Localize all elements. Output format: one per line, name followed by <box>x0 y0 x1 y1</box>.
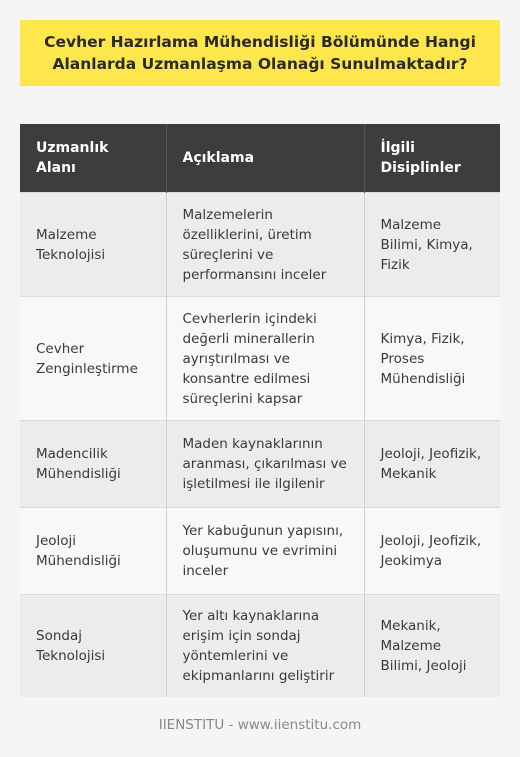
cell-disciplines: Kimya, Fizik, Proses Mühendisliği <box>364 297 500 421</box>
cell-specialization: Jeoloji Mühendisliği <box>20 508 166 595</box>
cell-disciplines: Malzeme Bilimi, Kimya, Fizik <box>364 193 500 297</box>
header-specialization: Uzmanlık Alanı <box>20 124 166 193</box>
cell-description: Yer kabuğunun yapısını, oluşumunu ve evrimini inceler <box>166 508 364 595</box>
specialization-table <box>20 124 500 697</box>
table-row <box>20 421 500 508</box>
cell-description: Maden kaynaklarının aranması, çıkarılması ve işletilmesi ile ilgilenir <box>166 421 364 508</box>
table-row <box>20 508 500 595</box>
cell-disciplines: Jeoloji, Jeofizik, Jeokimya <box>364 508 500 595</box>
footer-credit: IIENSTITU - www.iienstitu.com <box>158 717 362 733</box>
header-disciplines: İlgili Disiplinler <box>364 124 500 193</box>
cell-description: Malzemelerin özelliklerini, üretim süreçlerini ve performansını inceler <box>166 193 364 297</box>
table-header-row <box>20 124 500 193</box>
cell-specialization: Sondaj Teknolojisi <box>20 595 166 698</box>
table-row <box>20 595 500 698</box>
cell-specialization: Cevher Zenginleştirme <box>20 297 166 421</box>
cell-specialization: Madencilik Mühendisliği <box>20 421 166 508</box>
header-description: Açıklama <box>166 124 364 193</box>
cell-disciplines: Jeoloji, Jeofizik, Mekanik <box>364 421 500 508</box>
cell-description: Yer altı kaynaklarına erişim için sondaj yöntemlerini ve ekipmanlarını geliştirir <box>166 595 364 698</box>
table-row <box>20 193 500 297</box>
page-title <box>20 20 500 86</box>
cell-disciplines: Mekanik, Malzeme Bilimi, Jeoloji <box>364 595 500 698</box>
cell-specialization: Malzeme Teknolojisi <box>20 193 166 297</box>
page-title-text: Cevher Hazırlama Mühendisliği Bölümünde Hangi Alanlarda Uzmanlaşma Olanağı Sunulmaktadır? <box>44 33 476 73</box>
table-row <box>20 297 500 421</box>
cell-description: Cevherlerin içindeki değerli minerallerin ayrıştırılması ve konsantre edilmesi süreçlerini kapsar <box>166 297 364 421</box>
